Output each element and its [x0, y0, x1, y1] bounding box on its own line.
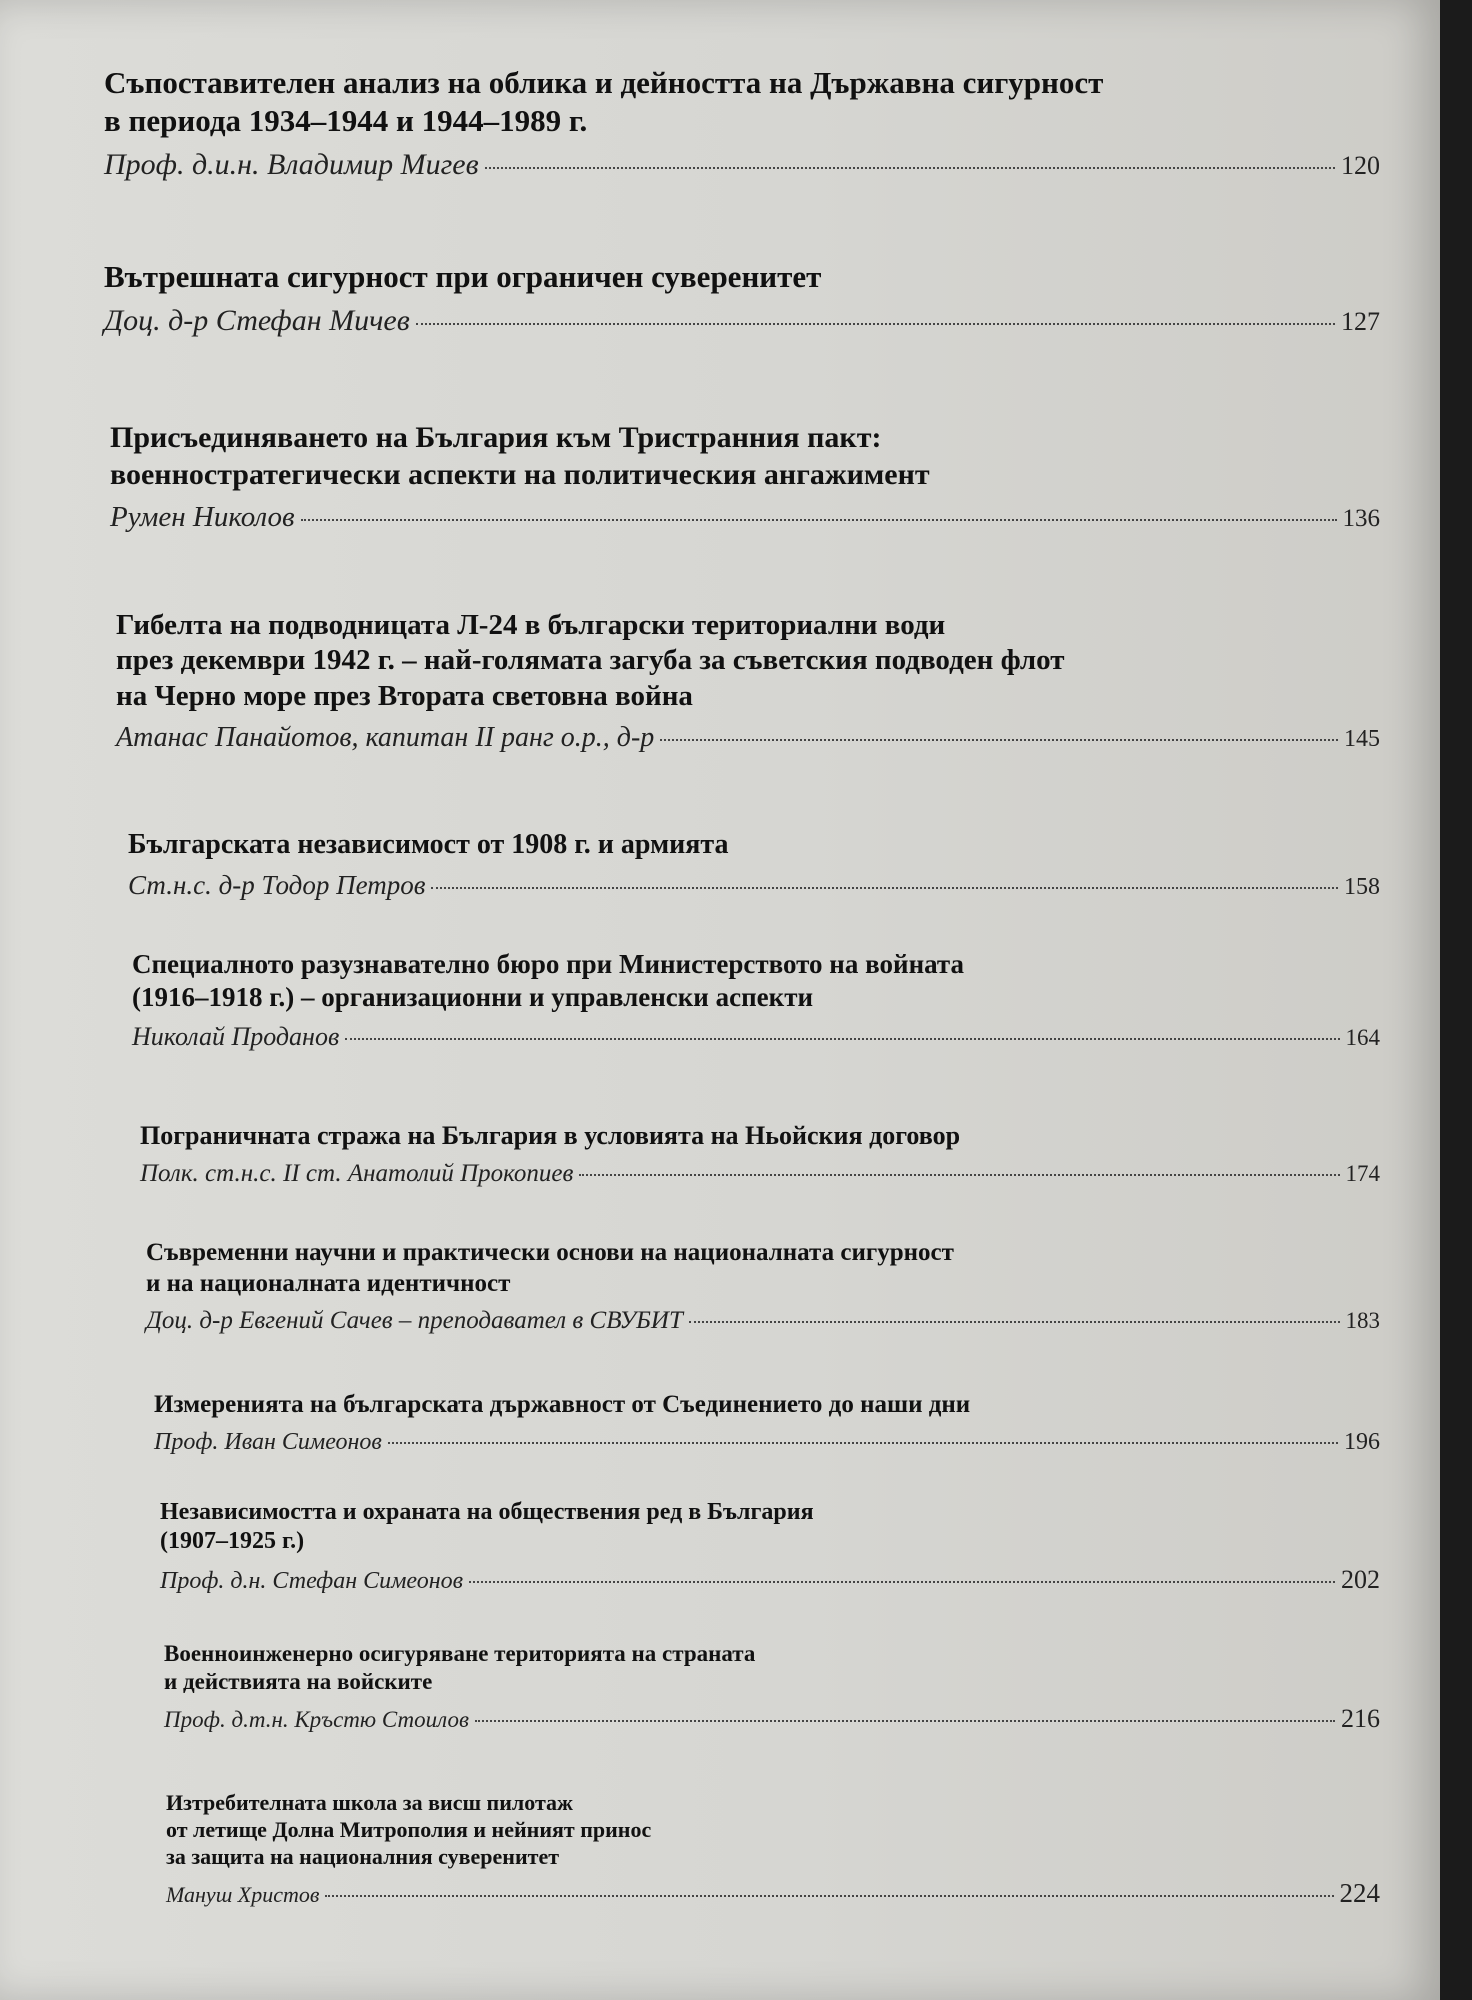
dot-leader — [345, 1038, 1339, 1040]
page-number: 158 — [1344, 874, 1380, 901]
entry-author: Проф. Иван Симеонов — [154, 1428, 382, 1455]
toc-entry — [116, 608, 1380, 754]
page-number: 164 — [1345, 1024, 1380, 1050]
page-number: 174 — [1345, 1160, 1380, 1186]
author-line — [160, 1565, 1380, 1595]
dot-leader — [579, 1174, 1339, 1176]
entry-author: Румен Николов — [110, 501, 295, 534]
entry-author: Атанас Панайотов, капитан II ранг о.р., д-р — [116, 722, 655, 754]
toc-entry — [164, 1640, 1380, 1734]
toc-entry — [160, 1498, 1380, 1595]
author-line — [146, 1307, 1380, 1335]
page-number: 196 — [1344, 1428, 1380, 1455]
entry-title: Измеренията на българската държавност от Съединението до наши дни — [154, 1391, 971, 1418]
dot-leader — [485, 167, 1335, 169]
author-line — [154, 1429, 1380, 1456]
author-line — [116, 722, 1380, 754]
page-number: 145 — [1344, 726, 1380, 753]
toc-entry — [128, 828, 1380, 901]
page-number: 120 — [1341, 150, 1380, 180]
dot-leader — [689, 1321, 1340, 1323]
dot-leader — [660, 739, 1338, 741]
page-number: 202 — [1341, 1564, 1380, 1594]
page-number: 224 — [1339, 1878, 1380, 1909]
entry-title: Гибелта на подводницата Л-24 в български териториални води през декември 1942 г. – най-голямата загуба за съветския подводен флот на Черно море през Втората световна война — [116, 609, 1065, 712]
author-line — [164, 1704, 1380, 1734]
dot-leader — [416, 323, 1335, 325]
author-line — [128, 870, 1380, 901]
entry-title: Пограничната стража на България в условията на Ньойския договор — [140, 1121, 961, 1150]
author-line — [166, 1878, 1380, 1909]
entry-title: Съпоставителен анализ на облика и дейността на Държавна сигурност в периода 1934–1944 и 1944–1989 г. — [104, 65, 1104, 138]
entry-title: Българската независимост от 1908 г. и армията — [128, 829, 729, 860]
toc-entry — [146, 1238, 1380, 1335]
entry-author: Проф. д.и.н. Владимир Мигев — [104, 147, 479, 181]
dot-leader — [431, 887, 1338, 889]
entry-author: Ст.н.с. д-р Тодор Петров — [128, 870, 426, 901]
dot-leader — [301, 519, 1337, 521]
toc-entry — [104, 258, 1380, 338]
dot-leader — [475, 1720, 1335, 1722]
page-number: 127 — [1341, 306, 1380, 336]
entry-title: Независимостта и охраната на обществения ред в България (1907–1925 г.) — [160, 1499, 814, 1555]
entry-title: Вътрешната сигурност при ограничен суверенитет — [104, 259, 822, 294]
dot-leader — [469, 1581, 1335, 1583]
toc-entry — [166, 1790, 1380, 1909]
dot-leader — [388, 1442, 1338, 1444]
page-number: 183 — [1345, 1308, 1380, 1333]
author-line — [104, 148, 1380, 182]
entry-title: Специалното разузнавателно бюро при Министерството на войната (1916–1918 г.) – организационни и управленски аспекти — [132, 949, 965, 1012]
dot-leader — [325, 1895, 1333, 1897]
entry-title: Изтребителната школа за висш пилотаж от летище Долна Митрополия и нейният принос за защита на националния суверенитет — [166, 1790, 652, 1869]
toc-entry — [154, 1390, 1380, 1456]
toc-entry — [140, 1120, 1380, 1188]
entry-author: Проф. д.н. Стефан Симеонов — [160, 1567, 464, 1594]
page-number: 216 — [1341, 1704, 1380, 1734]
entry-author: Николай Проданов — [132, 1021, 340, 1051]
author-line — [110, 501, 1380, 534]
entry-title: Съвременни научни и практически основи на националната сигурност и на националната идентичност — [146, 1239, 954, 1297]
entry-author: Доц. д-р Евгений Сачев – преподавател в СВУБИТ — [146, 1307, 683, 1334]
author-line — [132, 1022, 1380, 1052]
entry-title: Присъединяването на България към Тристранния пакт: военностратегически аспекти на политическия ангажимент — [110, 421, 930, 491]
entry-author: Полк. ст.н.с. II ст. Анатолий Прокопиев — [140, 1159, 574, 1187]
toc-entry — [132, 948, 1380, 1052]
entry-author: Мануш Христов — [166, 1882, 320, 1908]
author-line — [140, 1160, 1380, 1188]
entry-author: Проф. д.т.н. Кръстю Стоилов — [164, 1707, 469, 1733]
author-line — [104, 304, 1380, 338]
entry-title: Военноинженерно осигуряване територията на страната и действията на войските — [164, 1641, 756, 1695]
toc-entry — [110, 420, 1380, 534]
toc-entry — [104, 64, 1380, 182]
page-number: 136 — [1342, 505, 1380, 533]
entry-author: Доц. д-р Стефан Мичев — [104, 303, 410, 337]
